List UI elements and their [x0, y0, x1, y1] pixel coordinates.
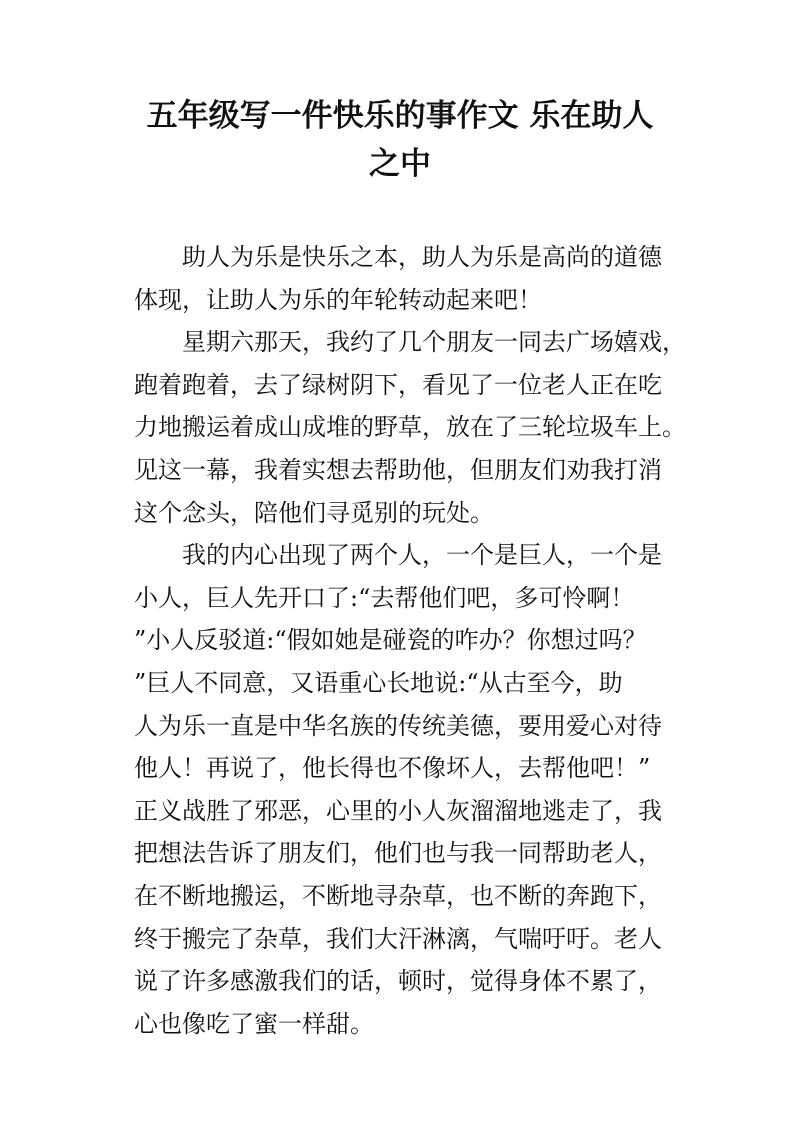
paragraph-line: 在不断地搬运，不断地寻杂草，也不断的奔跑下，: [134, 881, 662, 910]
paragraph-line: 把想法告诉了朋友们，他们也与我一同帮助老人，: [134, 839, 662, 868]
paragraph-line: 他人！再说了，他长得也不像坏人，去帮他吧！”: [134, 754, 651, 783]
paragraph-line: 心也像吃了蜜一样甜。: [134, 1009, 374, 1038]
paragraph-line: 星期六那天，我约了几个朋友一同去广场嬉戏，: [182, 328, 686, 357]
paragraph-line: 这个念头，陪他们寻觅别的玩处。: [134, 498, 494, 527]
paragraph-line: ”小人反驳道:“假如她是碰瓷的咋办？你想过吗？: [134, 626, 647, 655]
paragraph-line: 体现，让助人为乐的年轮转动起来吧！: [134, 285, 542, 314]
paragraph-line: 跑着跑着，去了绿树阴下，看见了一位老人正在吃: [134, 370, 662, 399]
paragraph-line: 正义战胜了邪恶，心里的小人灰溜溜地逃走了，我: [134, 796, 662, 825]
paragraph-line: 终于搬完了杂草，我们大汗淋漓，气喘吁吁。老人: [134, 924, 662, 953]
paragraph-line: 力地搬运着成山成堆的野草，放在了三轮垃圾车上。: [134, 413, 686, 442]
document-body: [134, 236, 686, 1045]
title-line-2: 之中: [369, 146, 431, 182]
paragraph-line: 说了许多感激我们的话，顿时，觉得身体不累了，: [134, 967, 662, 996]
paragraph-line: 我的内心出现了两个人，一个是巨人，一个是: [182, 541, 662, 570]
paragraph-line: ”巨人不同意，又语重心长地说:“从古至今，助: [134, 668, 623, 697]
paragraph-line: 小人，巨人先开口了:“去帮他们吧，多可怜啊！: [134, 583, 635, 612]
paragraph-line: 人为乐一直是中华名族的传统美德，要用爱心对待: [134, 711, 662, 740]
paragraph-line: 助人为乐是快乐之本，助人为乐是高尚的道德: [182, 243, 662, 271]
document-title: [100, 92, 700, 188]
paragraph-line: 见这一幕，我着实想去帮助他，但朋友们劝我打消: [134, 455, 662, 484]
title-line-1: 五年级写一件快乐的事作文 乐在助人: [146, 98, 654, 134]
